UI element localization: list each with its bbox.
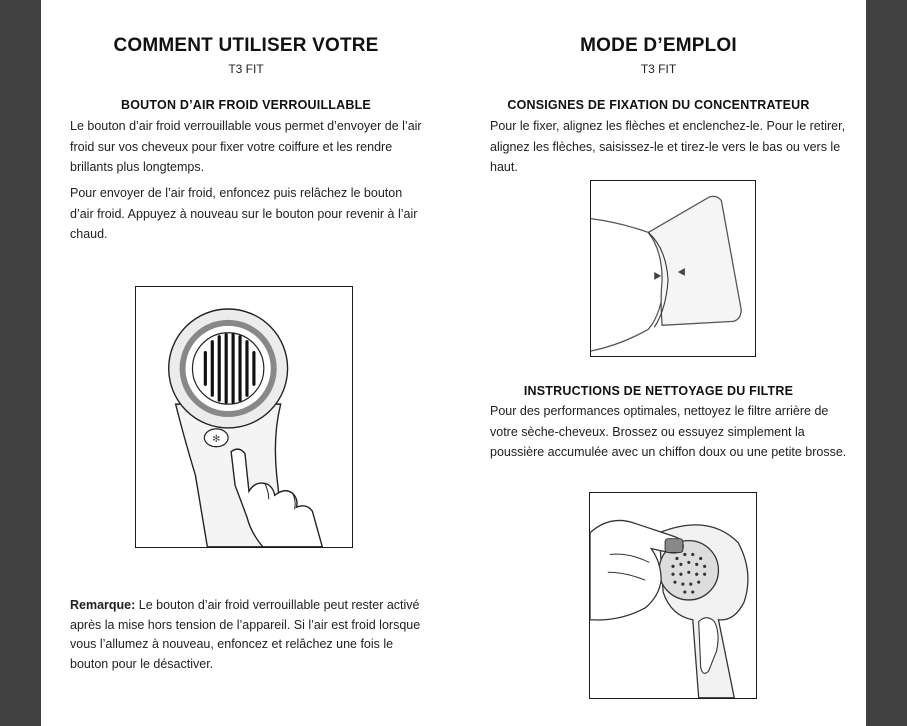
note-text: Le bouton d’air froid verrouillable peut rester activé après la mise hors tension de l’appareil. Si l’air est froid lorsque vous l’allumez à nouveau, enfoncez et relâchez une fois le bouton pour le désactiver. <box>70 598 421 671</box>
concentrator-section-title: CONSIGNES DE FIXATION DU CONCENTRATEUR <box>507 98 810 112</box>
manual-page <box>41 0 866 726</box>
snowflake-icon: ✻ <box>212 433 221 445</box>
note-paragraph <box>70 596 432 674</box>
cool-button-section-title: BOUTON D’AIR FROID VERROUILLABLE <box>121 98 371 112</box>
right-title: MODE D’EMPLOI <box>580 35 737 56</box>
hair-dryer-hand-icon <box>136 287 352 547</box>
filter-cleaning-illustration <box>589 492 757 699</box>
dryer-cool-button-illustration <box>135 286 353 548</box>
concentrator-nozzle-icon <box>591 181 755 356</box>
cool-button-paragraph-2: Pour envoyer de l’air froid, enfoncez puis relâchez le bouton d’air froid. Appuyez à nouveau sur le bouton pour revenir à l’air chaud. <box>70 186 418 241</box>
cool-button-paragraph-1: Le bouton d’air froid verrouillable vous permet d’envoyer de l’air froid sur vos cheveux pour fixer votre coiffure et les rendre brillants plus longtemps. <box>70 119 422 174</box>
filter-brush-hand-icon <box>590 493 756 698</box>
left-title: COMMENT UTILISER VOTRE <box>113 35 379 56</box>
note-label: Remarque: <box>70 598 136 612</box>
filter-section-title: INSTRUCTIONS DE NETTOYAGE DU FILTRE <box>523 384 794 398</box>
concentrator-paragraph: Pour le fixer, alignez les flèches et enclenchez-le. Pour le retirer, alignez les flèches, saisissez-le et tirez-le vers le bas ou vers le haut. <box>490 119 846 174</box>
filter-paragraph: Pour des performances optimales, nettoyez le filtre arrière de votre sèche-cheveux. Brossez ou essuyez simplement la poussière accumulée avec un chiffon doux ou une petite brosse. <box>490 404 847 459</box>
concentrator-attachment-illustration <box>590 180 756 357</box>
right-subtitle: T3 FIT <box>640 62 677 76</box>
left-subtitle: T3 FIT <box>228 62 264 76</box>
